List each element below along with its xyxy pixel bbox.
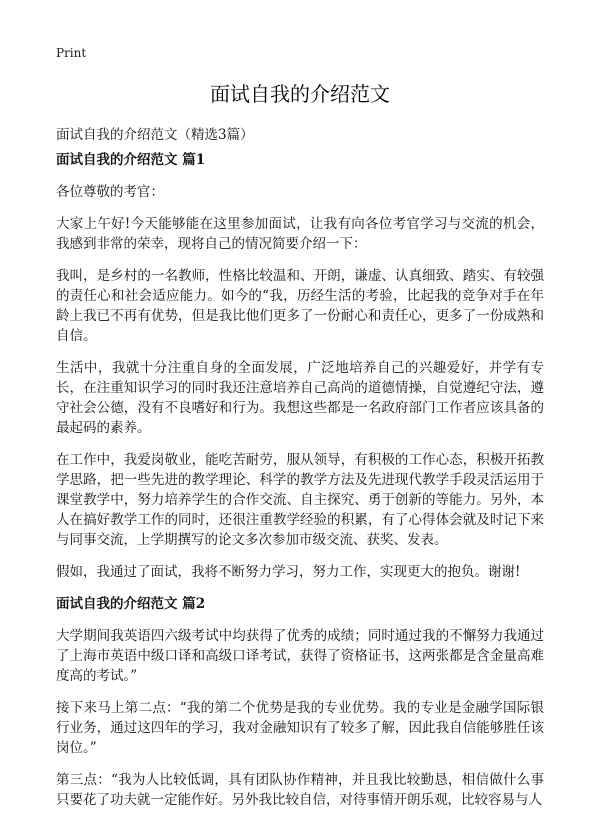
greeting: 各位尊敬的考官： [56,184,164,200]
paragraph: 大学期间我英语四六级考试中均获得了优秀的成绩；同时通过我的不懈努力我通过了上海市英语中级口译和高级口译考试，获得了资格证书，这两张都是含金量高难度高的考试。” [56,628,544,684]
section-heading-2: 面试自我的介绍范文 篇2 [56,596,206,612]
paragraph: 接下来马上第二点：“我的第二个优势是我的专业优势。我的专业是金融学国际银行业务，通过这四年的学习，我对金融知识有了较多了解，因此我自信能够胜任该岗位。” [56,700,544,756]
paragraph: 第三点：“我为人比较低调，具有团队协作精神，并且我比较勤恳，相信做什么事只要花了功夫就一定能作好。另外我比较自信，对待事情开朗乐观，比较容易与人 [56,772,544,808]
print-label[interactable]: Print [56,46,87,60]
document-subtitle: 面试自我的介绍范文（精选3篇） [56,127,254,143]
paragraph: 在工作中，我爱岗敬业，能吃苦耐劳，服从领导，有积极的工作心态，积极开拓教学思路，把一些先进的教学理论、科学的教学方法及先进现代教学手段灵活运用于课堂教学中，努力培养学生的合作交流、自主探究、勇于创新的等能力。另外，本人在搞好教学工作的同时，还很注重教学经验的积累，有了心得体会就及时记下来与同事交流，上学期撰写的论文多次参加市级交流、获奖、发表。 [56,452,544,548]
paragraph: 我叫，是乡村的一名教师，性格比较温和、开朗，谦虚、认真细致、踏实、有较强的责任心和社会适应能力。如今的“我，历经生活的考验，比起我的竞争对手在年龄上我已不再有优势，但是我比他们更多了一份耐心和责任心，更多了一份成熟和自信。 [56,268,544,344]
document-body [56,150,544,822]
paragraph: 假如，我通过了面试，我将不断努力学习，努力工作，实现更大的抱负。谢谢! [56,564,521,580]
section-heading-1: 面试自我的介绍范文 篇1 [56,152,206,168]
paragraph: 生活中，我就十分注重自身的全面发展，广泛地培养自己的兴趣爱好，并学有专长，在注重知识学习的同时我还注意培养自己高尚的道德情操，自觉遵纪守法，遵守社会公德，没有不良嗜好和行为。我想这些都是一名政府部门工作者应该具备的最起码的素养。 [56,360,544,436]
page-title: 面试自我的介绍范文 [210,82,390,106]
paragraph: 大家上午好!今天能够能在这里参加面试，让我有向各位考官学习与交流的机会，我感到非常的荣幸，现将自己的情况简要介绍一下： [56,216,544,252]
